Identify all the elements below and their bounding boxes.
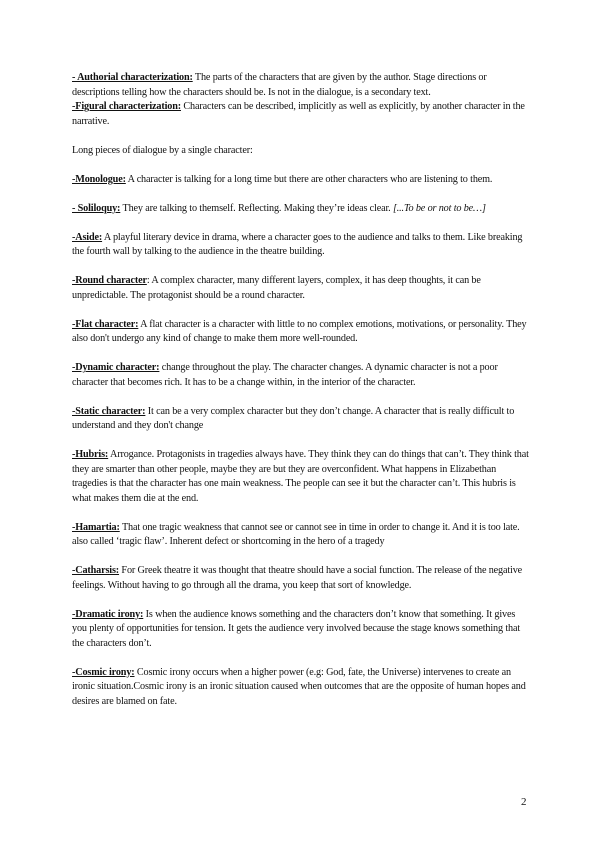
spacer — [72, 347, 532, 362]
definition-text: Arrogance. Protagonists in tragedies always have. They think they can do things that can’t. They think that they are smarter than other people, maybe they are but they are overconfident. What happens in Elizabethan tragedies is that the character has one main weakness. The people can see it but the character can’t. This hubris is what makes them die at the end. — [72, 449, 529, 504]
entry-authorial-characterization — [72, 71, 532, 100]
document-page — [72, 71, 532, 709]
term-label: -Static character: — [72, 405, 146, 417]
definition-text: change throughout the play. The character changes. A dynamic character is not a poor character that becomes rich. It has to be a change within, in the interior of the character. — [72, 362, 498, 388]
definition-text: They are talking to themself. Reflecting. Making they’re ideas clear. — [120, 202, 393, 214]
entry-hubris — [72, 448, 532, 506]
term-label: -Hubris: — [72, 449, 109, 460]
intro-text: Long pieces of dialogue by a single character: — [72, 144, 253, 156]
term-label: -Hamartia: — [72, 521, 120, 533]
term-label: -Dynamic character: — [72, 362, 160, 373]
spacer — [72, 129, 532, 144]
entry-catharsis — [72, 564, 532, 593]
definition-text: A character is talking for a long time but there are other characters who are listening to them. — [125, 173, 493, 185]
entry-hamartia — [72, 521, 532, 550]
term-label: - Soliloquy: — [72, 202, 121, 214]
definition-text: Cosmic irony occurs when a higher power (e.g: God, fate, the Universe) intervenes to create an ironic situation.Cosmic irony is an ironic situation caused when outcomes that are the opposite of human hopes and desires are blamed on fate. — [72, 666, 526, 707]
term-label: - Authorial characterization: — [72, 72, 193, 83]
term-label: -Cosmic irony: — [72, 666, 135, 678]
definition-text: The parts of the characters that are given by the author. Stage directions or descriptions telling how the characters should be. Is not in the dialogue, is a secondary text. — [72, 72, 487, 98]
definition-text: That one tragic weakness that cannot see or cannot see in time in order to change it. And it is too late. also called ‘tragic flaw’. Inherent defect or shortcoming in the hero of a tragedy — [72, 521, 520, 547]
spacer — [72, 550, 532, 565]
entry-static-character — [72, 405, 532, 434]
spacer — [72, 260, 532, 275]
entry-aside — [72, 231, 532, 260]
term-label: -Flat character: — [72, 318, 139, 330]
entry-flat-character — [72, 318, 532, 347]
spacer — [72, 303, 532, 318]
term-label: -Round character — [72, 275, 147, 286]
quote-text: [...To be or not to be…] — [392, 202, 486, 214]
spacer — [72, 390, 532, 405]
entry-monologue — [72, 173, 532, 188]
definition-text: For Greek theatre it was thought that theatre should have a social function. The release of the negative feelings. Without having to go through all the drama, you keep that sort of knowledge. — [72, 565, 523, 591]
spacer — [72, 187, 532, 202]
entry-figural-characterization — [72, 100, 532, 129]
entry-dramatic-irony — [72, 608, 532, 652]
definition-text: A playful literary device in drama, where a character goes to the audience and talks to them. Like breaking the fourth wall by talking to the audience in the theatre building. — [72, 231, 523, 257]
spacer — [72, 434, 532, 449]
spacer — [72, 158, 532, 173]
spacer — [72, 506, 532, 521]
definition-text: Characters can be described, implicitly as well as explicitly, by another character in the narrative. — [72, 101, 525, 127]
spacer — [72, 593, 532, 608]
spacer — [72, 651, 532, 666]
entry-cosmic-irony — [72, 666, 532, 710]
entry-round-character — [72, 274, 532, 303]
definition-text: Is when the audience knows something and the characters don’t know that something. It gives you plenty of opportunities for tension. It gets the audience very involved because the stage knows something that the characters don’t. — [72, 608, 521, 649]
page-number: 2 — [521, 796, 527, 808]
definition-text: : A complex character, many different layers, complex, it has deep thoughts, it can be unpredictable. The protagonist should be a round character. — [72, 275, 481, 301]
term-label: -Dramatic irony: — [72, 608, 144, 620]
definition-text: It can be a very complex character but they don’t change. A character that is really difficult to understand and they don't change — [72, 405, 515, 431]
term-label: -Catharsis: — [72, 565, 120, 576]
term-label: -Monologue: — [72, 173, 126, 185]
spacer — [72, 216, 532, 231]
entry-soliloquy — [72, 202, 532, 217]
entry-dynamic-character — [72, 361, 532, 390]
section-intro — [72, 144, 532, 159]
term-label: -Aside: — [72, 231, 103, 243]
term-label: -Figural characterization: — [72, 101, 181, 112]
definition-text: A flat character is a character with little to no complex emotions, motivations, or personality. They also don't undergo any kind of change to make them more well-rounded. — [72, 318, 527, 344]
